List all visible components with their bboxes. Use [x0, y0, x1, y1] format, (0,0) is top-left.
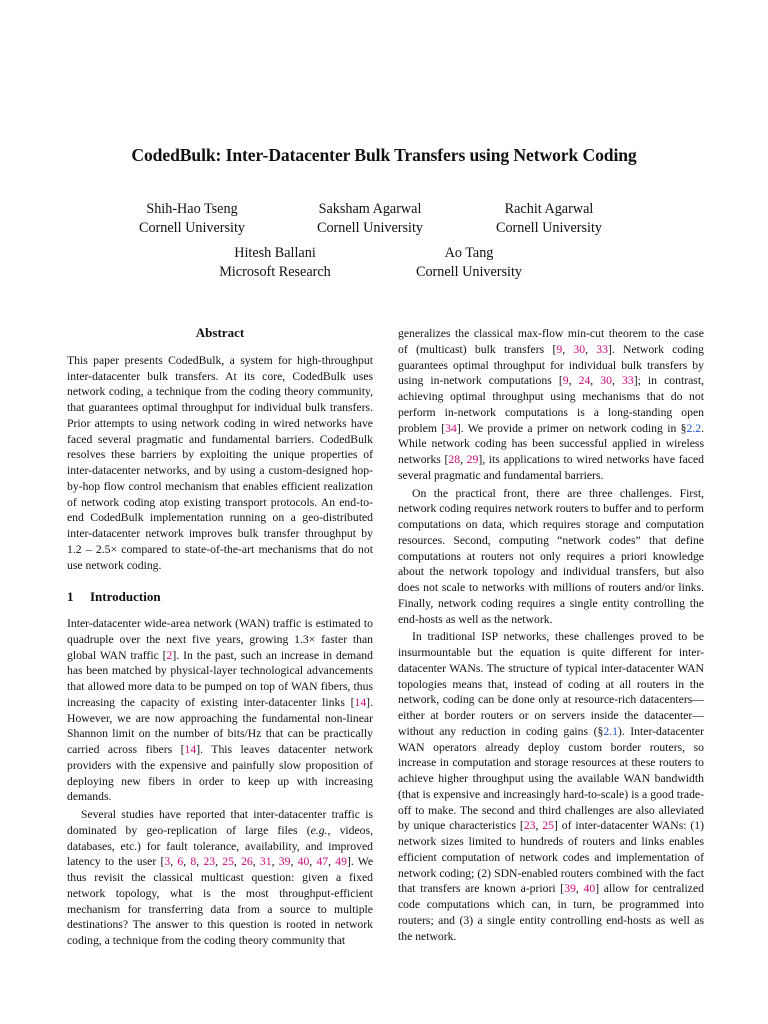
text-run: . While network coding has been successful applied in wireless networks [ — [398, 421, 704, 466]
text-run: ]. We thus revisit the classical multicast question: given a fixed network topology, what is the most throughput-efficient mechanism for transferring data from a source to multiple destinations? The answer to this question is rooted in network coding, a technique from the coding theory community that — [67, 855, 374, 947]
text-run: , — [568, 374, 579, 388]
text-run: ]. Network coding guarantees optimal throughput for individual bulk transfers by using in-network computations [ — [398, 342, 704, 388]
author-block — [439, 200, 659, 237]
paper-title: CodedBulk: Inter-Datacenter Bulk Transfers using Network Coding — [131, 145, 637, 165]
author-affiliation: Cornell University — [317, 219, 423, 236]
text-run: Several studies have reported that inter-datacenter traffic is dominated by geo-replication of large files ( — [67, 808, 373, 837]
author-name: Rachit Agarwal — [504, 201, 594, 217]
citation-link[interactable]: 39 — [278, 855, 291, 869]
citation-link[interactable]: 26 — [241, 855, 253, 869]
author-name: Shih-Hao Tseng — [146, 201, 238, 217]
text-run: e.g. — [310, 823, 328, 837]
citation-link[interactable]: 47 — [316, 855, 329, 869]
author-name: Hitesh Ballani — [234, 245, 316, 261]
citation-link[interactable]: 29 — [466, 453, 479, 466]
citation-link[interactable]: 30 — [573, 342, 586, 356]
citation-link[interactable]: 39 — [564, 882, 576, 896]
section-ref-link[interactable]: 2.2 — [686, 421, 702, 435]
author-affiliation: Cornell University — [139, 219, 245, 236]
citation-link[interactable]: 2 — [166, 648, 173, 662]
abstract-heading: Abstract — [195, 325, 245, 340]
citation-link[interactable]: 40 — [297, 855, 310, 869]
citation-link[interactable]: 6 — [177, 855, 184, 869]
intro-paragraph-isp — [398, 629, 704, 944]
intro-paragraph-continued — [398, 326, 704, 484]
intro-paragraph-2: Several studies have reported that inter-datacenter traffic is dominated by geo-replication of large files (e.g., videos, databases, etc.) for fault tolerance, availability, and improved latency to the user [3, 6, 8, 23, 25, 26, 31, 39, 40, 47, 49]. We thus revisit the classical multicast question: given a fixed network topology, what is the most throughput-efficient mechanism for transferring data from a source to multiple destinations? The answer to this question is rooted in network coding, a technique from the coding theory community that — [67, 808, 374, 947]
author-affiliation: Cornell University — [496, 219, 602, 236]
text-run: , — [535, 819, 543, 833]
citation-link[interactable]: 3 — [164, 855, 171, 869]
text-run: ]. This leaves datacenter network providers with the expensive and painfully slow proposition of deploying new fibers in order to keep up with increasing demands. — [67, 743, 373, 804]
author-name: Saksham Agarwal — [318, 201, 422, 217]
text-run: In traditional ISP networks, these challenges proved to be insurmountable but the equation is quite different for inter-datacenter WANs. The structure of typical inter-datacenter WAN topologies means that, instead of coding at all routers in the network, coding can be done only at resource-rich datacenters—either at border routers or on servers inside the datacenter—without any reduction in coding gains (§ — [398, 630, 704, 738]
text-run: , — [590, 374, 601, 388]
citation-link[interactable]: 9 — [562, 374, 569, 388]
abstract-text: This paper presents CodedBulk, a system for high-throughput inter-datacenter bulk transfers. At its core, CodedBulk uses network coding, a technique from the coding theory community, that guarantees optimal throughput for individual bulk transfers. Prior attempts to using network coding in wired networks have faced several pragmatic and fundamental barriers. CodedBulk resolves these barriers by exploiting the unique properties of inter-datacenter networks, and by using a custom-designed hop-by-hop flow control mechanism that enables efficient realization of network coding atop existing transport protocols. An end-to-end CodedBulk implementation running on a geo-distributed inter-datacenter network improves bulk transfer throughput by 1.2 – 2.5× compared to state-of-the-art mechanisms that do not use network coding. — [67, 353, 373, 572]
citation-link[interactable]: 23 — [203, 855, 216, 869]
text-run: , — [611, 374, 622, 388]
section-heading-introduction — [67, 589, 373, 605]
citation-link[interactable]: 14 — [354, 695, 367, 709]
citation-link[interactable]: 49 — [335, 855, 347, 869]
text-run: Inter-datacenter wide-area network (WAN) traffic is estimated to quadruple over the next five years, growing 1.3× faster than global WAN traffic [ — [67, 617, 373, 662]
text-run: ). Inter-datacenter WAN operators already deploy custom border routers, so increase in computation and storage resources at these routers to achieve higher throughput using the available WAN bandwidth (that is expensive and increasingly hard-to-scale) is a good trade-off to make. The second and third challenges are also alleviated by unique characteristics [ — [398, 724, 705, 833]
citation-link[interactable]: 33 — [596, 342, 608, 356]
citation-link[interactable]: 24 — [578, 374, 591, 388]
citation-link[interactable]: 23 — [523, 819, 536, 833]
intro-paragraph-1 — [67, 616, 373, 805]
intro-paragraph-challenges: On the practical front, there are three challenges. First, network coding requires network routers to buffer and to perform computations on data, which requires storage and computation resources. Second, computing “network codes” that define computations at routers not only requires a priori knowledge about the network topology and individual transfers, but also does not scale to networks with millions of routers and/or links. Finally, network coding requires a single entity controlling the end-hosts as well as the network. — [398, 486, 704, 626]
author-block — [165, 244, 385, 281]
citation-link[interactable]: 30 — [600, 374, 612, 388]
text-run: , — [562, 342, 574, 356]
author-affiliation: Microsoft Research — [219, 263, 331, 280]
left-column — [67, 323, 373, 949]
section-title: Introduction — [90, 589, 161, 605]
text-run: ] of inter-datacenter WANs: (1) network sizes limited to hundreds of routers and links enables efficient computation of network codes and implementation of network coding; (2) SDN-enabled routers combined with the fact that transfers are known a-priori [ — [398, 819, 705, 896]
citation-link[interactable]: 14 — [184, 743, 197, 756]
text-run: ]. We provide a primer on network coding in § — [456, 421, 687, 435]
citation-link[interactable]: 34 — [445, 421, 457, 435]
citation-link[interactable]: 28 — [448, 453, 461, 466]
citation-link[interactable]: 40 — [583, 882, 596, 896]
citation-link[interactable]: 25 — [222, 855, 234, 869]
citation-link[interactable]: 33 — [622, 374, 634, 388]
citation-link[interactable]: 8 — [190, 855, 197, 869]
text-run: ]. However, we are now approaching the fundamental non-linear Shannon limit on the number of bits/Hz that can be practically carried across fibers [ — [67, 695, 373, 756]
text-run: , — [460, 453, 467, 466]
text-run: ]; in contrast, achieving optimal throughput using mechanisms that do not perform in-network computations is a long-standing open problem [ — [398, 374, 705, 435]
author-name: Ao Tang — [444, 245, 494, 261]
citation-link[interactable]: 9 — [556, 342, 563, 356]
author-block — [359, 244, 579, 281]
text-run: ], its applications to wired networks have faced several pragmatic and fundamental barriers. — [398, 453, 704, 482]
text-run: ]. In the past, such an increase in demand has been matched by physical-layer technological advancements that allowed more data to be pumped on top of WAN fibers, thus increasing the capacity of existing inter-datacenter links [ — [67, 648, 373, 709]
text-run: ] allow for centralized code computations which can, in turn, be programmed into routers; and (3) a single entity controlling end-hosts as well as the network. — [398, 882, 704, 943]
citation-link[interactable]: 25 — [542, 819, 554, 833]
text-run: , — [575, 882, 584, 896]
text-run: , — [585, 342, 597, 356]
author-affiliation: Cornell University — [416, 263, 522, 280]
text-run: generalizes the classical max-flow min-cut theorem to the case of (multicast) bulk transfers [ — [398, 327, 704, 356]
right-column — [398, 326, 704, 944]
text-run: , videos, databases, etc.) for fault tolerance, availability, and improved latency to the user [ — [67, 823, 373, 869]
section-ref-link[interactable]: 2.1 — [603, 724, 618, 738]
citation-link[interactable]: 31 — [259, 855, 272, 869]
section-number: 1 — [67, 589, 74, 605]
